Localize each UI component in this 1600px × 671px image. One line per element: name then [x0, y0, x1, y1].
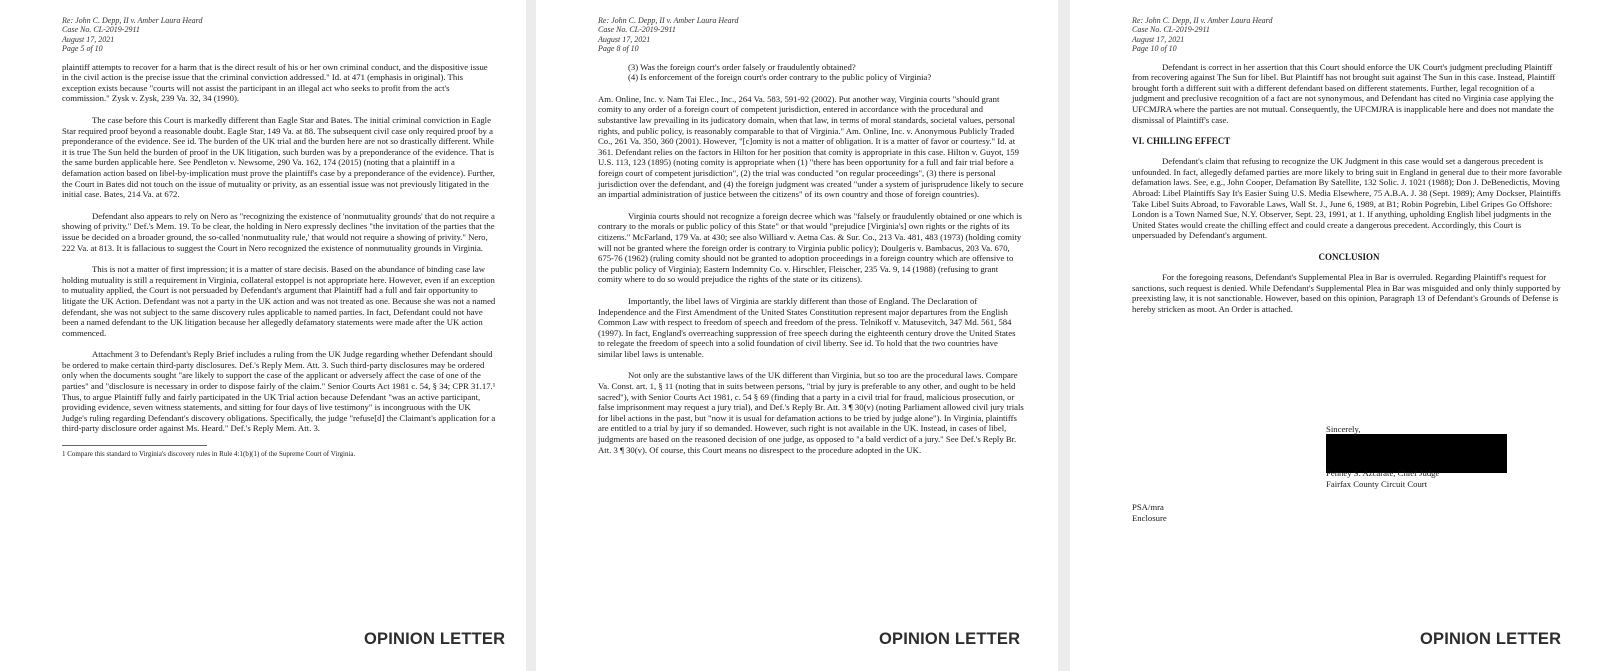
page-header — [598, 16, 1024, 54]
paragraph: Not only are the substantive laws of the UK different than Virginia, but so too are the procedural laws. Compare Va. Const. art. 1, § 11 (noting that in suits between persons, "trial by jury is preferable to any other, and ought to be held sacred"), with Senior Courts Act 1981, c. 54 § 69 (finding that a party in a civil trial for fraud, malicious prosecution, or false imprisonment may request a jury trial), and Def.'s Reply Br. Att. 3 ¶ 30(v) (noting Parliament allowed civil jury trials for libel actions in the past, but "now it is usual for defamation actions to be tried by judge alone"). In Virginia, plaintiffs are entitled to a trial by jury if so demanded. However, such right is not available in the UK. Instead, in cases of libel, judgments are based on the reasoned decision of one judge, as opposed to "a bald verdict of a jury." See Def.'s Reply Br. Att. 3 ¶ 30(v). Of course, this Court means no disrespect to the procedure adopted in the UK. — [598, 370, 1024, 455]
paragraph: Virginia courts should not recognize a foreign decree which was "falsely or fraudulently obtained or one which is contrary to the morals or public policy of this State" or that would "prejudice [Virginia's] own rights or the rights of its citizens." McFarland, 179 Va. at 430; see also Williard v. Aetna Cas. & Sur. Co., 213 Va. 481, 483 (1973) (holding comity will not be granted where the foreign order is contrary to Virginia public policy); Doulgeris v. Bambacus, 203 Va. 670, 675-76 (1962) (ruling comity should not be granted to adoption proceedings in a foreign country which are offensive to the public policy of Virginia); Eastern Indemnity Co. v. Hirschler, Fleischer, 235 Va. 9, 14 (1988) (refusing to grant comity where to do so would prejudice the rights of the state or its citizens). — [598, 210, 1022, 285]
document-page-5 — [0, 0, 526, 671]
page-body — [62, 62, 496, 434]
opinion-letter-label: OPINION LETTER — [1420, 630, 1562, 648]
header-caption: Re: John C. Depp, II v. Amber Laura Heard — [598, 16, 739, 25]
header-page-number: Page 8 of 10 — [598, 44, 639, 54]
header-page-number: Page 5 of 10 — [62, 44, 103, 54]
page-body — [598, 62, 1024, 456]
conclusion-heading: CONCLUSION — [1318, 251, 1380, 262]
paragraph: plaintiff attempts to recover for a harm that is the direct result of his or her own criminal conduct, and the dispositive issue in the civil action is the precise issue that the criminal conviction addressed." Id. at 471 (emphasis in original). This exception exists because "courts will not assist the participant in an illegal act who seeks to profit from the act's commission." Zysk v. Zysk, 239 Va. 32, 34 (1990). — [62, 61, 488, 104]
header-caption: Re: John C. Depp, II v. Amber Laura Heard — [62, 16, 203, 25]
section-heading: VI. CHILLING EFFECT — [1132, 136, 1231, 147]
page-body — [1132, 62, 1566, 315]
header-date: August 17, 2021 — [1132, 34, 1185, 44]
signer-court: Fairfax County Circuit Court — [1326, 478, 1428, 489]
closing-salutation: Sincerely, — [1326, 424, 1361, 434]
opinion-letter-label: OPINION LETTER — [879, 630, 1021, 648]
header-date: August 17, 2021 — [598, 34, 651, 44]
paragraph: Am. Online, Inc. v. Nam Tai Elec., Inc., 264 Va. 583, 591-92 (2002). Put another way, Virginia courts "should grant comity to any order of a foreign court of competent jurisdiction, entered in accordance with the procedural and substantive law prevailing in its judicatory domain, when that law, in terms of moral standards, societal values, personal rights, and public policy, is reasonably comparable to that of Virginia." Am. Online, Inc. v. Anonymous Publicly Traded Co., 261 Va. 350, 360 (2001). However, "[c]omity is not a matter of obligation. It is a matter of favor or courtesy." Id. at 361. Defendant relies on the factors in Hilton for her position that comity is appropriate in this case. Hilton v. Guyot, 159 U.S. 113, 123 (1895) (noting comity is appropriate when (1) "there has been opportunity for a full and fair trial before a foreign court of competent jurisdiction", (2) the trial was conducted "on regular proceedings", (3) there is personal jurisdiction over the defendant, and (4) the foreign judgment was created "under a system of jurisprudence likely to secure an impartial administration of justice between the citizens" of its own country and those of foreign countries). — [598, 93, 1024, 200]
initials-block — [1132, 502, 1167, 523]
question-item: (4) Is enforcement of the foreign court's order contrary to the public policy of Virginia? — [628, 72, 932, 83]
header-case-number: Case No. CL-2019-2911 — [1132, 25, 1210, 35]
paragraph: Defendant is correct in her assertion that this Court should enforce the UK Court's judgment precluding Plaintiff from recovering against The Sun for libel. But Plaintiff has not brought suit against The Sun in this case. Instead, Plaintiff brought forth a different suit with a different defendant based on different statements. Further, legal recognition of a judgment and preclusive recognition of a fact are not synonymous, and Defendant has cited no Virginia case applying the UFCMJRA where the parties are not mutual. Consequently, the UFCMJRA is inapplicable here and does not mandate the dismissal of Plaintiff's case. — [1132, 61, 1556, 125]
header-date: August 17, 2021 — [62, 34, 115, 44]
paragraph: Attachment 3 to Defendant's Reply Brief includes a ruling from the UK Judge regarding whether Defendant should be ordered to make certain third-party disclosures. Def.'s Reply Mem. Att. 3. Such third-party disclosures may be ordered only when the documents sought "are likely to support the case of the applicant or adversely affect the case of one of the parties" and "disclosure is necessary in order to dispose fairly of the claim." Senior Courts Act 1981 c. 54, § 34; CPR 31.17.¹ Thus, to argue Plaintiff fully and fairly participated in the UK Trial action because Defendant "was an active participant, providing evidence, seven witness statements, and sitting for four days of live testimony" is incongruous with the UK Judge's ruling regarding Defendant's discovery obligations. Specifically, the judge "refuse[d] the Claimant's application for a third-party disclosure order against Ms. Heard." Def.'s Reply Mem. Att. 3. — [62, 349, 496, 434]
paragraph: For the foregoing reasons, Defendant's Supplemental Plea in Bar is overruled. Regarding Plaintiff's request for sanctions, such request is denied. While Defendant's Supplemental Plea in Bar was misguided and only thinly supported by preexisting law, it is not sanctionable. However, based on this opinion, Paragraph 13 of Defendant's Grounds of Defense is hereby stricken as moot. An Order is attached. — [1132, 271, 1561, 314]
page-header — [1132, 16, 1566, 54]
document-page-10 — [1070, 0, 1600, 671]
signature-block — [1326, 468, 1439, 489]
header-page-number: Page 10 of 10 — [1132, 44, 1177, 54]
header-case-number: Case No. CL-2019-2911 — [598, 25, 676, 35]
page-header — [62, 16, 496, 54]
opinion-letter-label: OPINION LETTER — [364, 630, 506, 648]
footnote: 1 Compare this standard to Virginia's discovery rules in Rule 4:1(b)(1) of the Supreme Court of Virginia. — [62, 450, 356, 459]
paragraph: This is not a matter of first impression; it is a matter of stare decisis. Based on the abundance of binding case law holding mutuality is still a requirement in Virginia, collateral estoppel is not appropriate here. However, even if an exception to mutuality applied, the Court is not persuaded by Defendant's argument that Plaintiff had a full and fair opportunity to litigate the UK Action. Defendant was not a party in the UK action and was not treated as one. Because she was not a named defendant, she was not subject to the same discovery rules applicable to named parties. In fact, Defendant could not have been a named defendant to the UK litigation because her allegedly defamatory statements were made after the UK action commenced. — [62, 264, 496, 338]
paragraph: Defendant also appears to rely on Nero as "recognizing the existence of 'nonmutuality grounds' that do not require a showing of privity." Def.'s Mem. 19. To be clear, the holding in Nero expressly declines "the invitation of the parties that the issue be decided on a broader ground, the so-called 'nonmutuality rule,' that would not require a showing of privity." Nero, 222 Va. at 813. It is fallacious to suggest the Court in Nero recognized the existence of nonmutuality grounds in Virginia. — [62, 210, 495, 253]
paragraph: Importantly, the libel laws of Virginia are starkly different than those of England. The Declaration of Independence and the First Amendment of the United States Constitution represent major departures from the English Common Law with respect to freedom of speech and freedom of the press. Telnikoff v. Matusevitch, 347 Md. 561, 584 (1997). In fact, England's overreaching suppression of free speech during the eighteenth century drove the United States to relegate the freedom of speech into a solid foundation of civil liberty. See id. To hold that the two countries have similar libel laws is untenable. — [598, 295, 1016, 359]
footnote-divider — [62, 445, 207, 446]
paragraph: Defendant's claim that refusing to recognize the UK Judgment in this case would set a dangerous precedent is unfounded. In fact, allegedly defamed parties are more likely to bring suit in England in general due to their more favorable defamation laws. See, e.g., John Cooper, Defamation By Satellite, 132 Solic. J. 1021 (1988); Don J. DeBenedictis, Moving Abroad: Libel Plaintiffs Say It's Easier Suing U.S. Media Elsewhere, 75 A.B.A. J. 38 (Sept. 1989); Amy Dockser, Plaintiffs Take Libel Suits Abroad, to Favorable Laws, Wall St. J., June 6, 1989, at B1; Robin Pogrebin, Libel Gripes Go Offshore: London is a Town Named Sue, N.Y. Observer, Sept. 23, 1991, at 1. If anything, upholding English libel judgments in the United States would create the chilling effect and could create a dangerous precedent. Accordingly, this Court is unpersuaded by Defendant's argument. — [1132, 156, 1562, 241]
signer-name: Penney S. Azcarate, Chief Judge — [1326, 468, 1440, 478]
document-page-8 — [536, 0, 1058, 671]
enclosure-note: Enclosure — [1132, 512, 1167, 523]
header-caption: Re: John C. Depp, II v. Amber Laura Heard — [1132, 16, 1273, 25]
typist-initials: PSA/mra — [1132, 502, 1164, 512]
question-item: (3) Was the foreign court's order falsely or fraudulently obtained? — [628, 61, 856, 72]
header-case-number: Case No. CL-2019-2911 — [62, 25, 140, 35]
paragraph: The case before this Court is markedly different than Eagle Star and Bates. The initial criminal conviction in Eagle Star required proof beyond a reasonable doubt. Eagle Star, 149 Va. at 88. The subsequent civil case only required proof by a preponderance of the evidence. See id. The burden of the UK trial and the burden here are not so drastically different. While it is true The Sun held the burden of proof in the UK litigation, such burden was by a preponderance of the evidence. That is the same burden applicable here. See Pendleton v. Newsome, 290 Va. 162, 174 (2015) (noting that a plaintiff in a defamation action based on libel-by-implication must prove the plaintiff's case by a preponderance of the evidence). Further, the Court in Bates did not touch on the issue of mutuality or privity, as an essential issue was not previously litigated in the initial case. Bates, 214 Va. at 672. — [62, 115, 495, 200]
